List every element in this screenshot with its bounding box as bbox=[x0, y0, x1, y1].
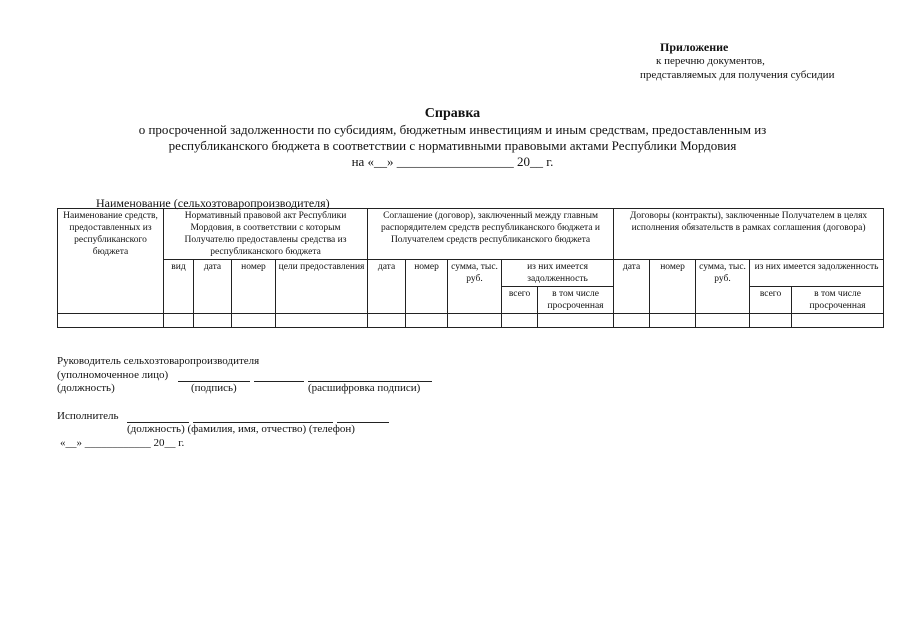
table-cell[interactable] bbox=[614, 314, 650, 328]
table-cell[interactable] bbox=[696, 314, 750, 328]
position-caption: (должность) bbox=[57, 382, 115, 394]
table-cell[interactable] bbox=[368, 314, 406, 328]
decode-caption: (расшифровка подписи) bbox=[308, 382, 421, 394]
producer-name-label: Наименование (сельхозтоваропроизводителя) bbox=[96, 196, 330, 210]
table-cell[interactable] bbox=[164, 314, 194, 328]
document-heading bbox=[0, 106, 905, 170]
debt-table bbox=[57, 208, 884, 328]
table-cell[interactable] bbox=[448, 314, 502, 328]
table-cell[interactable] bbox=[406, 314, 448, 328]
header-contracts-group: Договоры (контракты), заключенные Получателем в целях исполнения обязательств в рамках соглашения (договора) bbox=[614, 209, 884, 260]
header-con-overdue: в том числе просроченная bbox=[792, 287, 884, 314]
header-con-sum: сумма, тыс. руб. bbox=[696, 260, 750, 314]
appendix-line-2: представляемых для получения субсидии bbox=[640, 69, 835, 81]
table-cell[interactable] bbox=[276, 314, 368, 328]
header-act-group: Нормативный правовой акт Республики Мордовия, в соответствии с которым Получателю предоставлены средства из республиканского бюджета bbox=[164, 209, 368, 260]
header-funds: Наименование средств, предоставленных из республиканского бюджета bbox=[58, 209, 164, 314]
header-agr-date: дата bbox=[368, 260, 406, 314]
table-cell[interactable] bbox=[194, 314, 232, 328]
header-agr-total: всего bbox=[502, 287, 538, 314]
header-con-date: дата bbox=[614, 260, 650, 314]
head-label-2: (уполномоченное лицо) bbox=[57, 369, 169, 381]
header-agr-sum: сумма, тыс. руб. bbox=[448, 260, 502, 314]
header-agr-number: номер bbox=[406, 260, 448, 314]
table-cell[interactable] bbox=[750, 314, 792, 328]
header-con-total: всего bbox=[750, 287, 792, 314]
header-agreement-group: Соглашение (договор), заключенный между главным распорядителем средств республиканского бюджета и Получателем средств республиканского бюджета bbox=[368, 209, 614, 260]
table-cell[interactable] bbox=[502, 314, 538, 328]
document-title: Справка bbox=[424, 106, 481, 121]
signature-rule bbox=[254, 381, 304, 382]
header-con-number: номер bbox=[650, 260, 696, 314]
table-cell[interactable] bbox=[58, 314, 164, 328]
executor-caption: (должность) (фамилия, имя, отчество) (телефон) bbox=[127, 423, 355, 435]
header-agr-overdue: в том числе просроченная bbox=[538, 287, 614, 314]
executor-label: Исполнитель bbox=[57, 410, 119, 422]
appendix-title: Приложение bbox=[660, 40, 729, 54]
heading-date: на «__» __________________ 20__ г. bbox=[351, 154, 554, 169]
appendix-line-1: к перечню документов, bbox=[656, 55, 765, 67]
table-cell[interactable] bbox=[232, 314, 276, 328]
heading-line-1: о просроченной задолженности по субсидиям, бюджетным инвестициям и иным средствам, предоставленным из bbox=[138, 122, 767, 137]
header-act-number: номер bbox=[232, 260, 276, 314]
appendix-block bbox=[640, 40, 900, 82]
header-act-purpose: цели предоставления bbox=[276, 260, 368, 314]
header-act-date: дата bbox=[194, 260, 232, 314]
header-con-debt: из них имеется задолженность bbox=[750, 260, 884, 287]
sign-caption: (подпись) bbox=[191, 382, 237, 394]
header-act-type: вид bbox=[164, 260, 194, 314]
table-cell[interactable] bbox=[792, 314, 884, 328]
heading-line-2: республиканского бюджета в соответствии с нормативными правовыми актами Республики Мордовия bbox=[168, 138, 737, 153]
signature-date: «__» ____________ 20__ г. bbox=[60, 437, 185, 449]
table-cell[interactable] bbox=[650, 314, 696, 328]
head-label-1: Руководитель сельхозтоваропроизводителя bbox=[57, 355, 260, 367]
header-agr-debt: из них имеется задолженность bbox=[502, 260, 614, 287]
table-cell[interactable] bbox=[538, 314, 614, 328]
table-row bbox=[58, 314, 884, 328]
